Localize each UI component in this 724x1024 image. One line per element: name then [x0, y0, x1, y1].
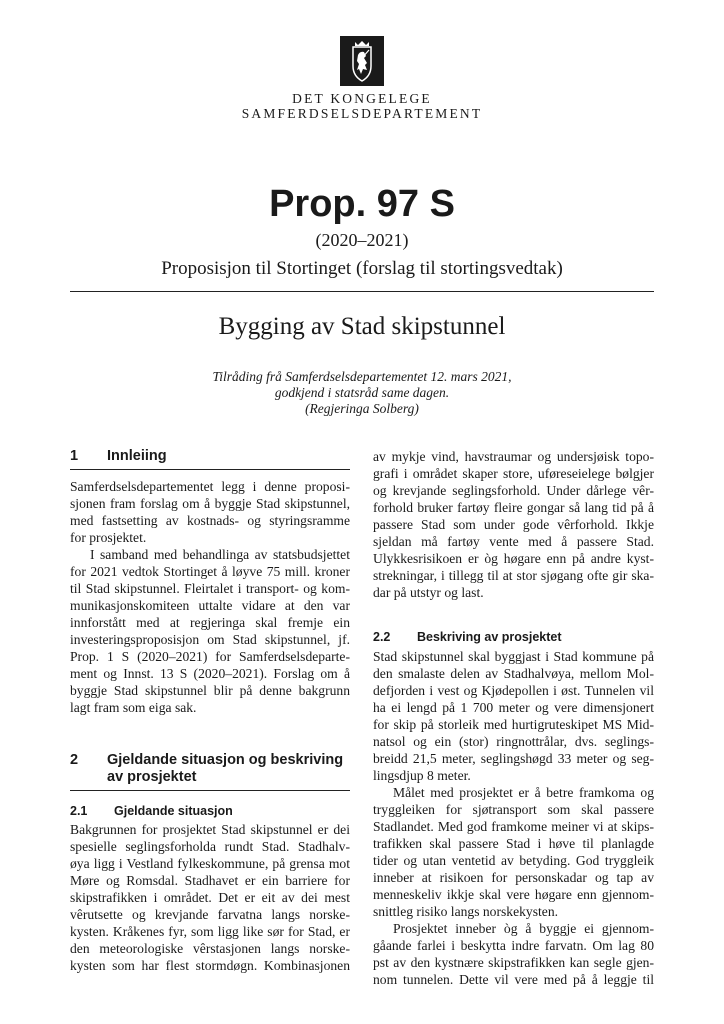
text-line: for skip på storleik med hurtigruteskipet MS Mid-: [373, 717, 654, 732]
text-line: av mykje vind, havstraumar og undersjøisk topo-: [373, 449, 654, 464]
text-line: innforstått med at regjeringa skal fremje ein: [70, 615, 350, 630]
recommendation-note: [0, 369, 724, 417]
document-title: Bygging av Stad skipstunnel: [218, 313, 506, 340]
section-number: 2: [70, 752, 79, 768]
text-line: grafi i området skaper store, uføreseielege bølgjer: [373, 466, 654, 481]
proposition-number: Prop. 97 S: [269, 183, 455, 225]
recommendation-line: godkjend i statsråd same dagen.: [274, 385, 450, 400]
department-line-2: SAMFERDSELSDEPARTEMENT: [241, 106, 483, 121]
text-line: kysten. Kråkenes fyr, som ligg like sør for Stad, er: [70, 924, 350, 939]
text-line: kysten som har flest stormdøgn. Kombinasjonen: [70, 958, 350, 973]
text-line: inneber at risikoen for personskadar og tap av: [373, 870, 654, 885]
section-2-1-continued: [373, 448, 654, 601]
text-line: Bakgrunnen for prosjektet Stad skipstunnel er dei: [70, 822, 350, 837]
text-line: Stad skipstunnel skal byggjast i Stad kommune på: [373, 649, 654, 664]
section-2-1-heading: [70, 803, 350, 820]
text-line: Prosjektet inneber òg å byggje ei gjennom-: [393, 921, 654, 936]
text-line: den smalaste delen av Stadhalvøya, mellom Mol-: [373, 666, 654, 681]
text-line: lagt fram som eiga sak.: [70, 700, 197, 715]
text-line: gåande farlei i beskytta indre farvatn. Om lag 80: [373, 938, 654, 953]
section-title: Beskriving av prosjektet: [417, 630, 562, 644]
department-name: [0, 91, 724, 121]
text-line: passere Stad som under gode vêrforhold. Ikkje: [373, 517, 654, 532]
section-2-1-body: [70, 821, 350, 974]
text-line: ment og Innst. 13 S (2020–2021). Forslag om å: [70, 666, 350, 681]
section-2-heading: [70, 752, 350, 791]
text-line: ha ei lengd på 1 700 meter og vere dimensjonert: [373, 700, 654, 715]
text-line: forhold bruker fartøy fleire gongar så lang tid på å: [373, 500, 654, 515]
right-column: [373, 448, 654, 988]
section-title: [107, 752, 343, 786]
text-line: nom tunnelen. Dette vil vere med på å leggje til: [373, 972, 654, 987]
text-line: investeringsproposisjon om Stad skipstunnel, jf.: [70, 632, 350, 647]
text-line: vêrutsette og krevjande farvatna langs norske-: [70, 907, 350, 922]
text-line: øya ligg i Vestland fylkeskommune, på grensa mot: [70, 856, 350, 871]
text-line: trafikken skal passere Stad i høve til planlagde: [373, 836, 654, 851]
text-line: defjorden i vest og Kjødepollen i øst. Tunnelen vil: [373, 683, 654, 698]
department-line-1: DET KONGELEGE: [292, 91, 432, 106]
text-line: spesielle seglingsforholda rundt Stad. Stadhalv-: [70, 839, 350, 854]
section-title: Innleiing: [107, 448, 167, 464]
text-line: sjeldan må fartøy vente med å passere Stad.: [373, 534, 654, 549]
section-number: 2.1: [70, 804, 88, 818]
text-line: munikasjonskomiteen uttalte vidare at den var: [70, 598, 350, 613]
text-line: I samband med behandlinga av statsbudsjettet: [90, 547, 350, 562]
text-line: tider og utan ventetid av betyding. God tryggleik: [373, 853, 654, 868]
text-line: for 2021 vedtok Stortinget å løyve 75 mill. kroner: [70, 564, 350, 579]
section-1-heading: [70, 448, 350, 470]
text-line: Målet med prosjektet er å betre framkoma og: [393, 785, 654, 800]
text-line: for prosjektet.: [70, 530, 147, 545]
text-line: til Stad skipstunnel. Fleirtalet i transport- og kom-: [70, 581, 350, 596]
text-line: byggje Stad skipstunnel blir på denne bakgrunn: [70, 683, 350, 698]
left-column: [70, 448, 350, 974]
title-divider: [70, 291, 654, 292]
text-line: sjonen fram forslag om å byggje Stad skipstunnel,: [70, 496, 350, 511]
text-line: breidd 21,5 meter, seglingshøgd 33 meter og seg-: [373, 751, 654, 766]
text-line: tryggleiken for sjøtransport som skal passere: [373, 802, 654, 817]
text-line: med fastsetting av kostnads- og styringsramme: [70, 513, 350, 528]
text-line: lingsdjup 8 meter.: [373, 768, 471, 783]
section-title-line: av prosjektet: [107, 769, 197, 785]
section-number: 2.2: [373, 630, 391, 644]
recommendation-line: Tilråding frå Samferdselsdepartementet 12. mars 2021,: [212, 369, 512, 384]
coat-of-arms-logo: [340, 36, 384, 86]
text-line: Ulykkesrisikoen er òg høgare enn på andre kyst-: [373, 551, 654, 566]
section-title-line: Gjeldande situasjon og beskriving: [107, 752, 344, 768]
recommendation-line: (Regjeringa Solberg): [305, 401, 419, 416]
text-line: natsol og ein (stor) ringnottrålar, dvs. seglings-: [373, 734, 654, 749]
text-line: Samferdselsdepartementet legg i denne proposi-: [70, 479, 350, 494]
section-1-body: [70, 478, 350, 716]
text-line: menneskeliv ikkje skal vere høgare enn gjennom-: [373, 887, 654, 902]
text-line: Prop. 1 S (2020–2021) for Samferdselsdeparte-: [70, 649, 350, 664]
text-line: pst av den kystnære skipstrafikken kan segle gjen-: [373, 955, 654, 970]
text-line: snittleg risiko langs norskekysten.: [373, 904, 559, 919]
text-line: strekningar, i tillegg til at stor sjøgang ofte gir ska-: [373, 568, 654, 583]
section-title: Gjeldande situasjon: [114, 804, 233, 818]
text-line: og krevjande seglingsforhold. Under dårlege vêr-: [373, 483, 654, 498]
session-years: (2020–2021): [315, 230, 409, 250]
text-line: den meteorologiske vêrstasjonen langs norske-: [70, 941, 350, 956]
text-line: dar på utstyr og last.: [373, 585, 484, 600]
section-2-2-heading: [373, 629, 654, 646]
section-number: 1: [70, 448, 79, 464]
text-line: Stadlandet. Med god framkome meiner vi at skips-: [373, 819, 654, 834]
text-line: skipstrafikken i området. Det er eit av dei mest: [70, 890, 350, 905]
proposition-subtitle: Proposisjon til Stortinget (forslag til stortingsvedtak): [161, 258, 563, 279]
section-2-2-body: [373, 648, 654, 988]
text-line: Møre og Romsdal. Stadhavet er ein barriere for: [70, 873, 350, 888]
